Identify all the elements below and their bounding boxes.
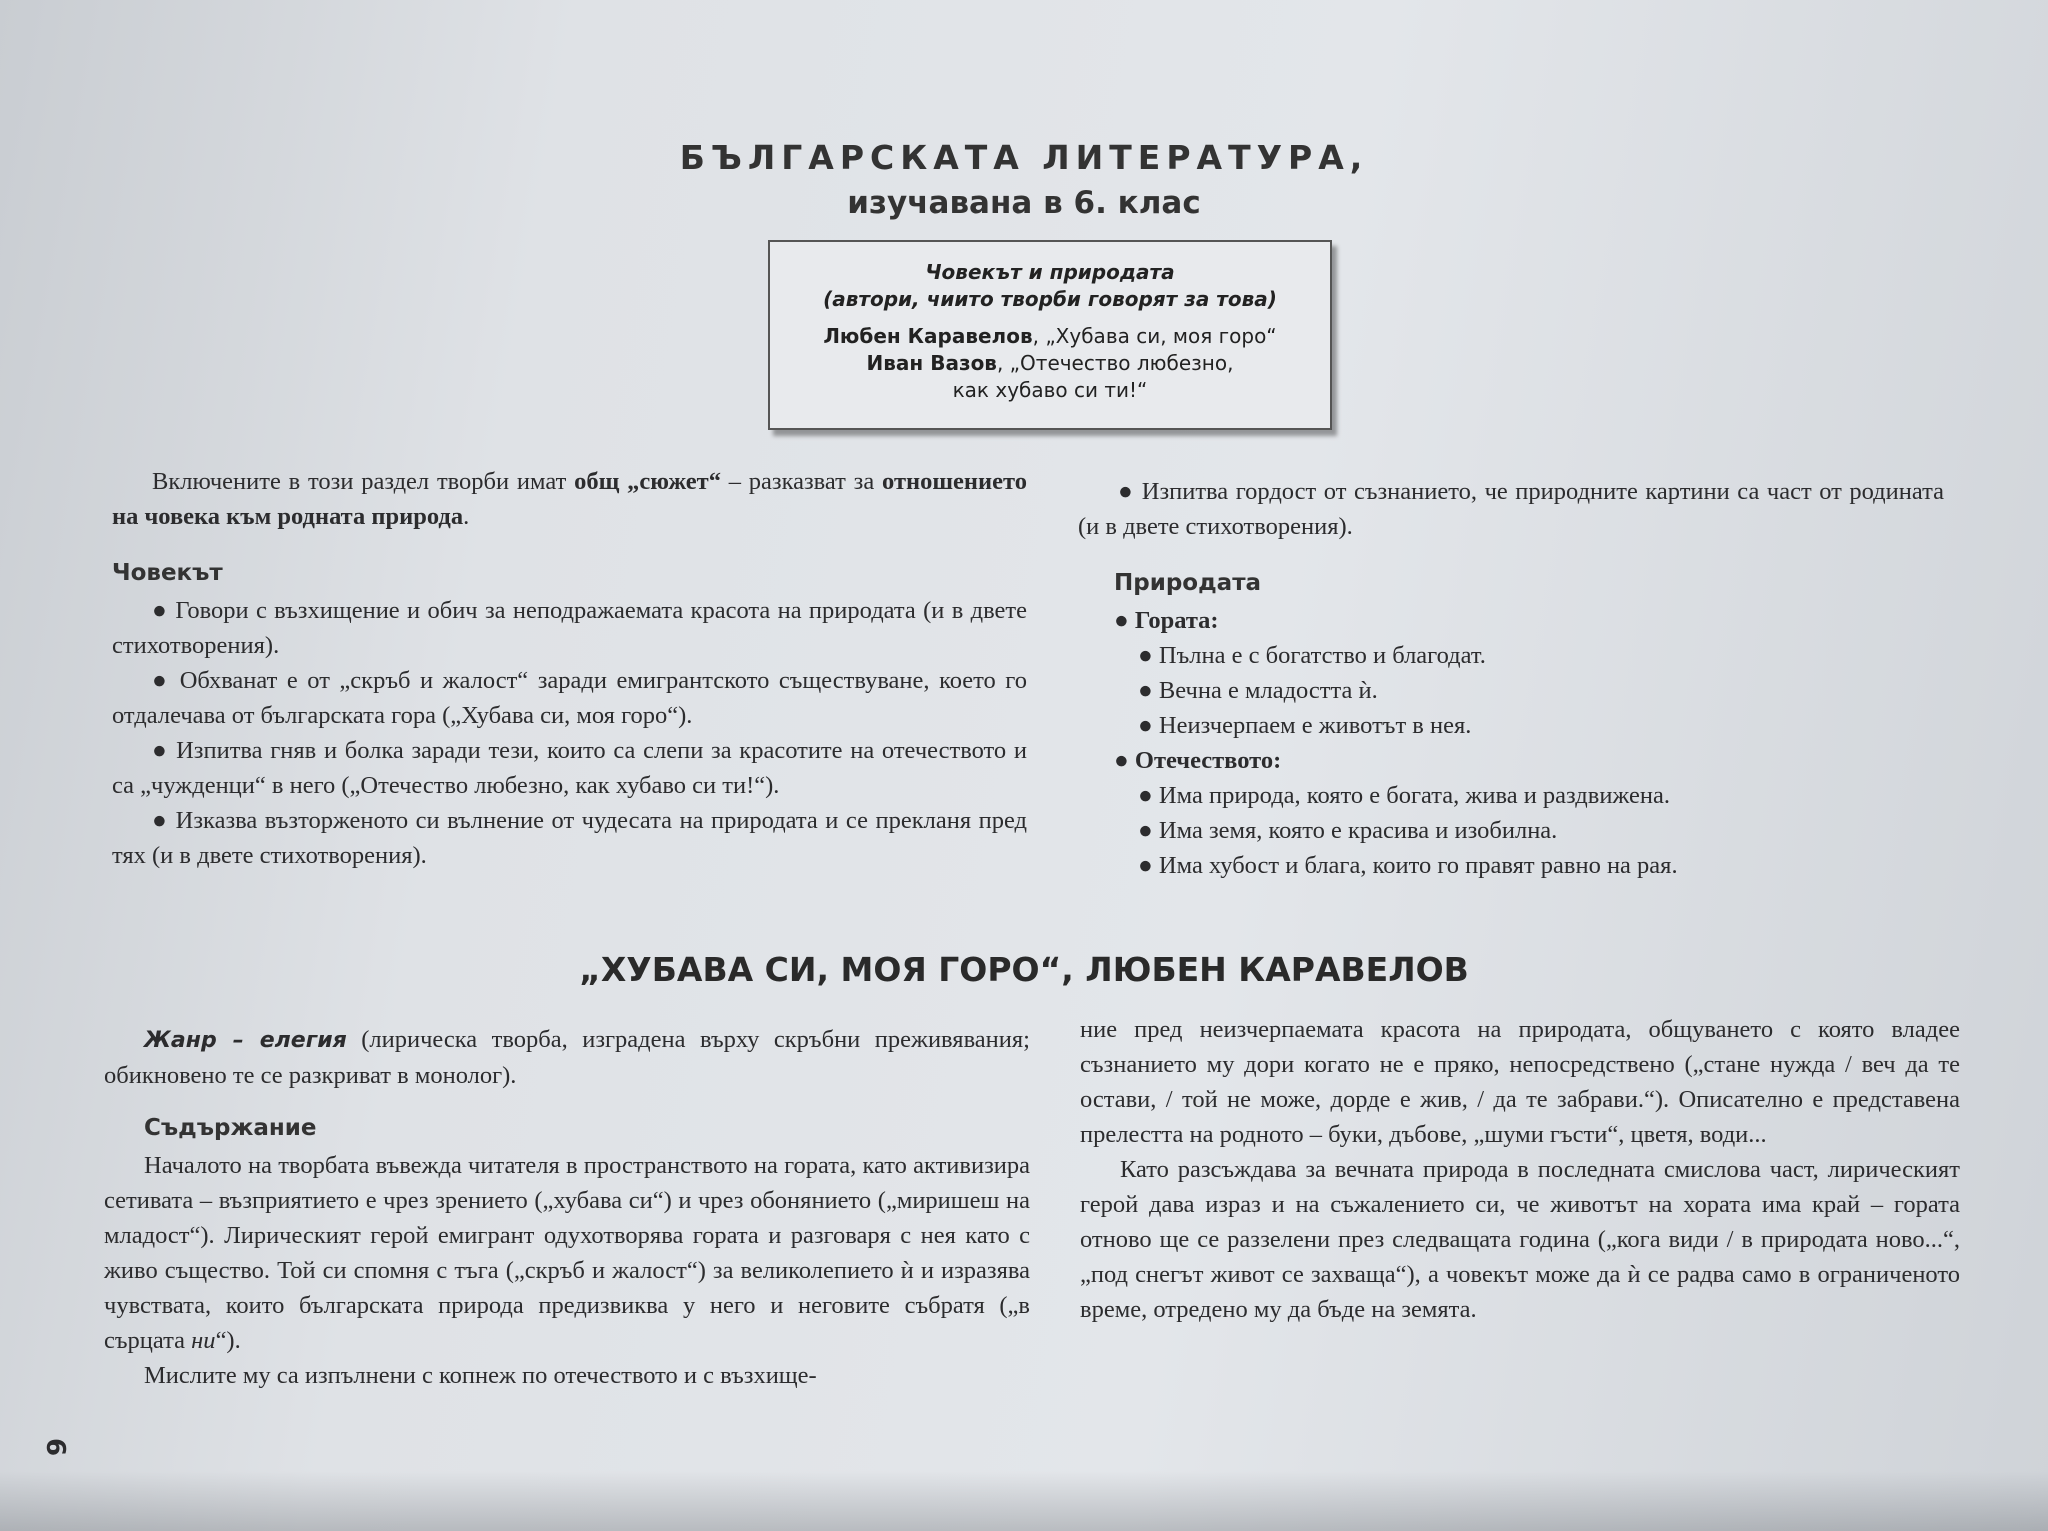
man-heading: Човекът (112, 560, 223, 586)
box-title-2: , „Отечество любезно, (996, 351, 1234, 375)
man-item: ● Изпитва гняв и болка заради тези, които са слепи за красотите на отечеството и са „чужденци“ в него („Отечество любезно, как хубаво си ти!“). (112, 737, 1027, 799)
box-work-1 (770, 323, 1330, 350)
box-author-2: Иван Вазов (866, 351, 997, 375)
man-item: ● Изказва възторженото си вълнение от чудесата на природата и се прекланя пред тях (и в двете стихотворения). (112, 807, 1027, 869)
content-italic: ни (191, 1327, 216, 1354)
forest-label: ● Гората: (1114, 607, 1219, 634)
intro-text: . (463, 503, 470, 530)
man-item: ● Обхванат е от „скръб и жалост“ заради емигрантското съществуване, което го отдалечава от българската гора („Хубава си, моя горо“). (112, 667, 1027, 729)
section-title: „ХУБАВА СИ, МОЯ ГОРО“, ЛЮБЕН КАРАВЕЛОВ (579, 950, 1469, 989)
fatherland-label: ● Отечеството: (1114, 747, 1282, 774)
intro-text: Включените в този раздел творби имат (152, 468, 575, 495)
content-heading: Съдържание (144, 1115, 317, 1141)
page-shadow (0, 1471, 2048, 1531)
box-subheading: (автори, чиито творби говорят за това) (823, 287, 1277, 311)
box-title-1: , „Хубава си, моя горо“ (1032, 324, 1277, 348)
content-text: “). (215, 1327, 241, 1354)
man-item: ● Говори с възхищение и обич за неподражаемата красота на природата (и в двете стихотворения). (112, 597, 1027, 659)
right-column-1 (1078, 474, 1944, 883)
content-text: Началото на творбата въвежда читателя в пространството на гората, като активизира сетивата – възприятието е чрез зрението („хубава си“) и чрез обонянието („миришеш на младост“). Лирическият герой емигрант одухотворява гората и разговаря с нея като с живо същество. Той си спомня с тъга („скръб и жалост“) за великолепието ѝ и изразява чувствата, които българската природа предизвиква у него и неговите събратя („в сърцата (104, 1152, 1030, 1354)
intro-text: – разказват за (720, 468, 883, 495)
fatherland-item: ● Има природа, която е богата, жива и раздвижена. (1138, 782, 1671, 809)
authors-box (768, 240, 1332, 430)
box-author-1: Любен Каравелов (823, 324, 1033, 348)
content-paragraph-2: Мислите му са изпълнени с копнеж по отечеството и с възхище- (144, 1362, 817, 1389)
page-subtitle: изучавана в 6. клас (847, 185, 1201, 221)
nature-heading: Природата (1114, 570, 1262, 596)
intro-bold-2: отношението на човека към родната природа (112, 468, 1027, 530)
fatherland-item: ● Има земя, която е красива и изобилна. (1138, 817, 1558, 844)
content-paragraph-3: ние пред неизчерпаемата красота на природата, общуването с която владее съзнанието му дори когато не е пряко, непосредствено („стане нужда / веч да те остави, / той не може, дорде е жив, / да те забрави.“). Описателно е представена прелестта на родното – буки, дъбове, „шуми гъсти“, цветя, води... (1080, 1016, 1960, 1148)
box-heading: Човекът и природата (925, 260, 1175, 284)
man-item-last: ● Изпитва гордост от съзнанието, че природните картини са част от родината (и в двете стихотворения). (1078, 478, 1944, 540)
genre-text: (лирическа творба, изградена върху скръбни преживявания; обикновено те се разкриват в монолог). (104, 1026, 1030, 1089)
intro-bold-1: общ „сюжет“ (574, 468, 721, 495)
genre-paragraph (104, 1022, 1030, 1093)
forest-item: ● Пълна е с богатство и благодат. (1138, 642, 1486, 669)
box-title-2b: как хубаво си ти!“ (952, 378, 1148, 402)
intro-paragraph (112, 464, 1027, 534)
left-column-1 (112, 464, 1027, 873)
right-column-2 (1080, 1012, 1960, 1327)
forest-item: ● Вечна е младостта ѝ. (1138, 677, 1378, 704)
left-column-2 (104, 1022, 1030, 1393)
page-title: БЪЛГАРСКАТА ЛИТЕРАТУРА, (679, 138, 1369, 177)
genre-label: Жанр – елегия (144, 1028, 347, 1053)
content-paragraph-1 (104, 1148, 1030, 1358)
page-number: 6 (40, 1437, 71, 1457)
forest-item: ● Неизчерпаем е животът в нея. (1138, 712, 1472, 739)
content-paragraph-4: Като разсъждава за вечната природа в последната смислова част, лирическият герой дава израз и на съжалението си, че животът на хората има край – гората отново ще се раззелени през следващата година („кога види / в природата ново...“, „под снегът живот се захваща“), а човекът може да ѝ се радва само в ограниченото време, отредено му да бъде на земята. (1080, 1156, 1960, 1323)
fatherland-item: ● Има хубост и блага, които го правят равно на рая. (1138, 852, 1678, 879)
box-work-2 (770, 350, 1330, 377)
